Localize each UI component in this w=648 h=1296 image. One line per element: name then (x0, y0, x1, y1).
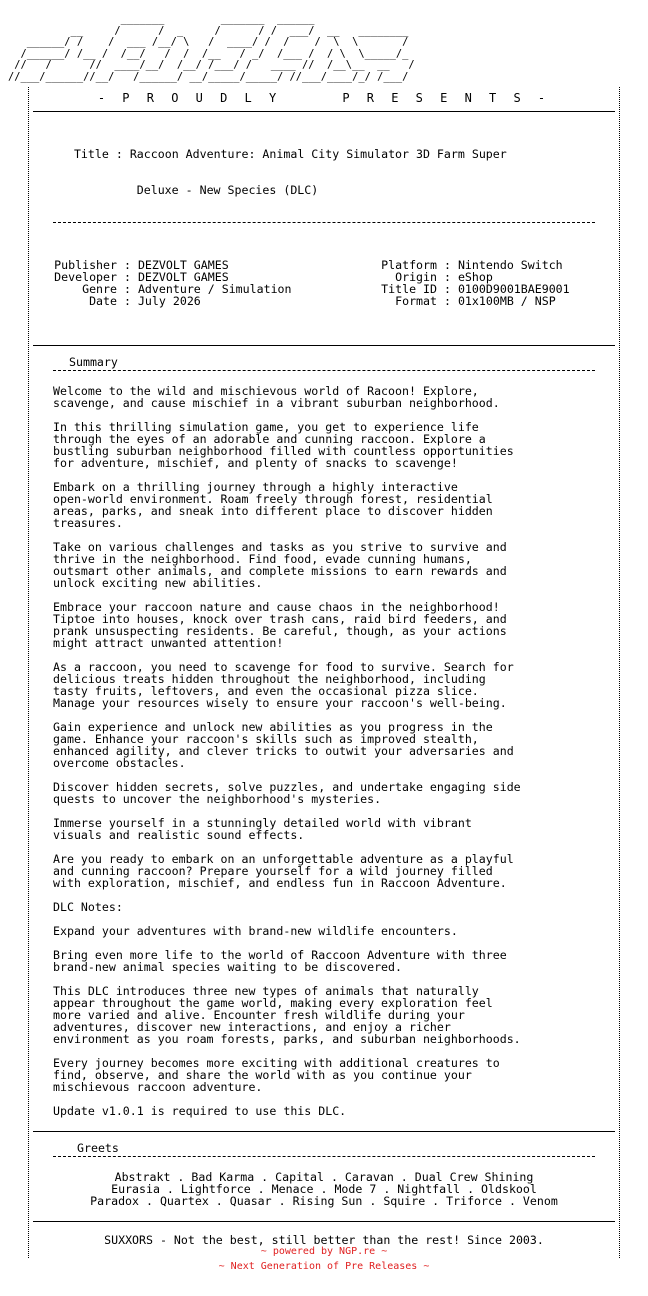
summary-paragraph: Expand your adventures with brand-new wildlife encounters. (53, 924, 458, 938)
presents-banner: - P R O U D L Y P R E S E N T S - (97, 91, 551, 105)
info-value: Nintendo Switch (457, 258, 563, 272)
info-value: DEZVOLT GAMES (137, 270, 229, 284)
group-logo-ascii-art: _______ _______ ______ __ / / _ / / / ___/ __ ________ ______/ / / ___ /__/ \ / ____/ / / / \ \ / /______/ /__ / /__/ / / /__ / _/ /___ / / \ \_____/_ // / // ____/__/ /__/ /___/ / ____ // /__\__ __ / //___/______//__/ /______/ __/_____/_____/ //___/____/_/ /___/ (8, 13, 415, 83)
summary-paragraph: DLC Notes: (53, 900, 123, 914)
title-value-line1: Raccoon Adventure: Animal City Simulator 3D Farm Super (129, 147, 507, 161)
info-value: eShop (457, 270, 493, 284)
summary-section (29, 371, 619, 1131)
title-row: Title : Raccoon Adventure: Animal City Simulator 3D Farm Super (73, 147, 507, 161)
nfo-frame (28, 87, 620, 1258)
info-cell: Format : 01x100MB / NSP (373, 295, 613, 307)
greets-line: Abstrakt . Bad Karma . Capital . Caravan . Dual Crew Shining (114, 1170, 534, 1184)
group-tagline: SUXXORS - Not the best, still better than the rest! Since 2003. (104, 1233, 544, 1247)
summary-paragraph: Welcome to the wild and mischievous world of Racoon! Explore, scavenge, and cause mischief in a vibrant suburban neighborhood. (53, 384, 500, 410)
summary-paragraph: Update v1.0.1 is required to use this DLC. (53, 1104, 347, 1118)
info-cell: Genre : Adventure / Simulation (53, 283, 373, 295)
summary-paragraph: Gain experience and unlock new abilities as you progress in the game. Enhance your raccoon's skills such as improved stealth, enhanced agility, and clever tricks to outwit your adversaries and overcome obstacles. (53, 720, 514, 770)
info-label: Platform (381, 258, 437, 272)
summary-paragraph: Embark on a thrilling journey through a highly interactive open-world environment. Roam freely through forest, residential areas, parks, and sneak into different place to discover hidden treasures. (53, 480, 493, 530)
info-cell: Date : July 2026 (53, 295, 373, 307)
info-label: Developer (54, 270, 117, 284)
summary-paragraph: Discover hidden secrets, solve puzzles, and undertake engaging side quests to uncover the neighborhood's mysteries. (53, 780, 521, 806)
info-cell: Title ID : 0100D9001BAE9001 (373, 283, 613, 295)
info-label: Genre (82, 282, 117, 296)
summary-paragraph: Bring even more life to the world of Raccoon Adventure with three brand-new animal species waiting to be discovered. (53, 948, 507, 974)
info-value: DEZVOLT GAMES (137, 258, 229, 272)
info-label: Title ID (381, 282, 437, 296)
info-value: July 2026 (137, 294, 201, 308)
info-value: Adventure / Simulation (137, 282, 292, 296)
summary-paragraph: Take on various challenges and tasks as you strive to survive and thrive in the neighborhood. Find food, evade cunning humans, outsmart other animals, and complete missions to earn rewards and unlock exciting new abilities. (53, 540, 507, 590)
summary-paragraph: Embrace your raccoon nature and cause chaos in the neighborhood! Tiptoe into houses, knock over trash cans, raid bird feeders, and prank unsuspecting residents. Be careful, though, as your actions might attract unwanted attention! (53, 600, 507, 650)
greets-section (29, 1157, 619, 1221)
info-cell: Platform : Nintendo Switch (373, 259, 613, 271)
footer-powered-by: ~ powered by NGP.re ~ (260, 1246, 388, 1257)
summary-heading: Summary (69, 355, 118, 369)
summary-paragraph: This DLC introduces three new types of animals that naturally appear throughout the game world, making every exploration feel more varied and alive. Encounter fresh wildlife during your adventures, discover new interactions, and enjoy a richer environment as you roam forests, parks, and suburban neighborhoods. (53, 984, 521, 1046)
title-value-line2: Deluxe - New Species (DLC) (136, 183, 319, 197)
info-cell: Origin : eShop (373, 271, 613, 283)
summary-paragraph: As a raccoon, you need to scavenge for food to survive. Search for delicious treats hidden throughout the neighborhood, including tasty fruits, leftovers, and even the occasional pizza slice. Manage your resources wisely to ensure your raccoon's well-being. (53, 660, 514, 710)
title-row-continued (53, 184, 619, 196)
info-label: Origin (395, 270, 437, 284)
title-label: Title (73, 147, 109, 161)
summary-paragraph: In this thrilling simulation game, you get to experience life through the eyes of an adorable and cunning raccoon. Explore a bustling suburban neighborhood filled with countless opportunities for adventure, mischief, and plenty of snacks to scavenge! (53, 420, 514, 470)
info-value: 0100D9001BAE9001 (457, 282, 570, 296)
release-info (29, 112, 619, 345)
footer-slogan: ~ Next Generation of Pre Releases ~ (218, 1261, 430, 1272)
greets-line: Paradox . Quartex . Quasar . Rising Sun . Squire . Triforce . Venom (90, 1194, 558, 1208)
info-label: Date (89, 294, 117, 308)
summary-paragraph: Are you ready to embark on an unforgettable adventure as a playful and cunning raccoon? Prepare yourself for a wild journey filled with exploration, mischief, and endless fun in Raccoon Adventure. (53, 852, 514, 890)
summary-paragraph: Immerse yourself in a stunningly detailed world with vibrant visuals and realistic sound effects. (53, 816, 472, 842)
nfo-document (8, 14, 640, 1258)
release-info-rows (53, 259, 619, 307)
info-cell: Developer : DEZVOLT GAMES (54, 270, 229, 284)
dashed-divider (53, 222, 595, 223)
info-label: Format (395, 294, 437, 308)
info-label: Publisher (54, 258, 117, 272)
info-value: 01x100MB / NSP (457, 294, 556, 308)
greets-line: Eurasia . Lightforce . Menace . Mode 7 . Nightfall . Oldskool (111, 1182, 537, 1196)
greets-heading: Greets (77, 1141, 119, 1155)
info-cell: Publisher : DEZVOLT GAMES (54, 258, 229, 272)
summary-paragraph: Every journey becomes more exciting with additional creatures to find, observe, and share the world with as you continue your mischievous raccoon adventure. (53, 1056, 500, 1094)
info-row (53, 295, 619, 307)
nfo-footer (0, 1244, 648, 1274)
